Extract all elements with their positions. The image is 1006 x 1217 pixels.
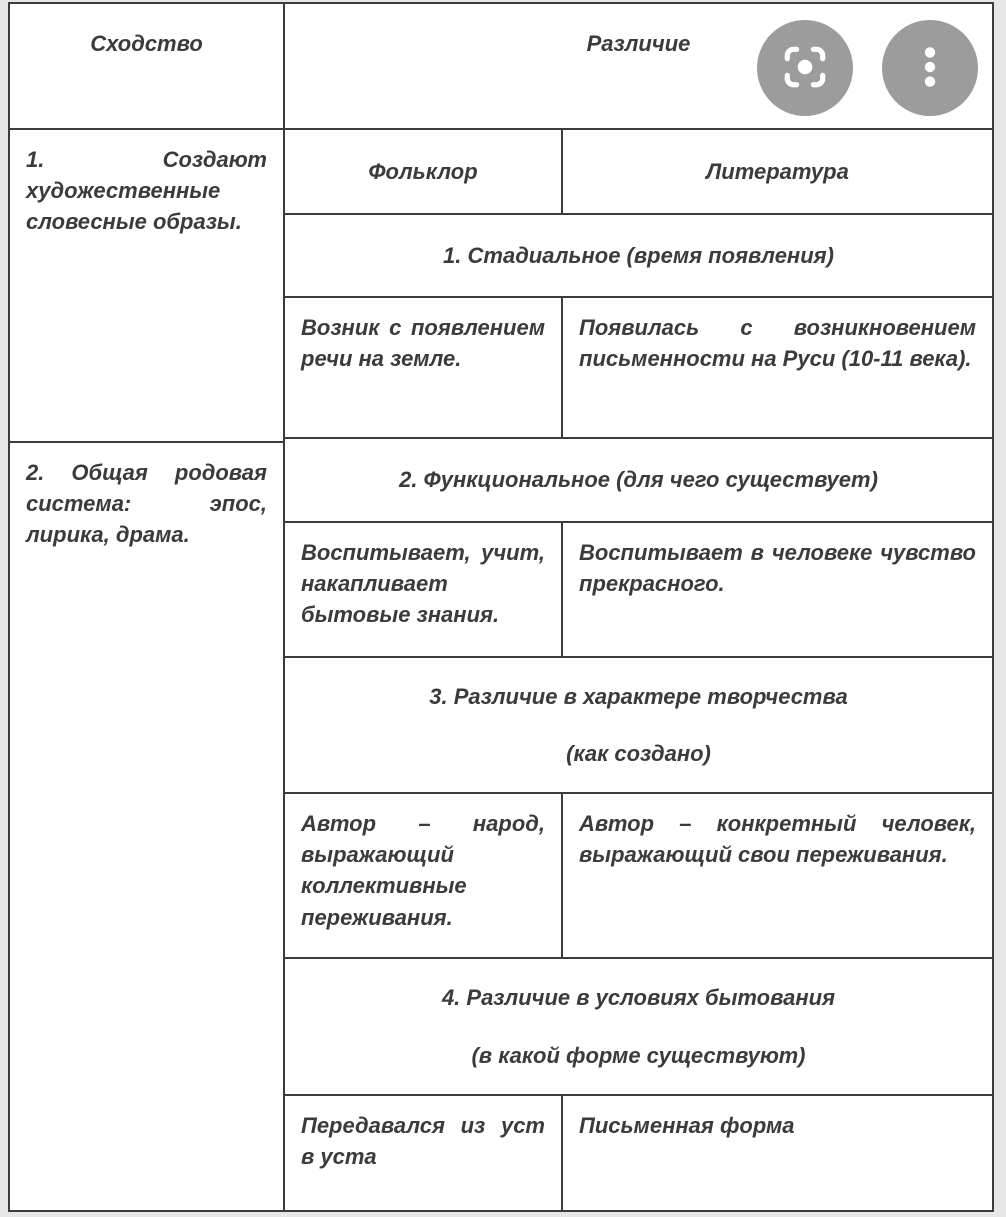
difference-header-cell: Различие xyxy=(586,31,691,56)
section-2-title-row xyxy=(285,439,992,523)
folklore-column-header: Фольклор xyxy=(285,130,563,213)
similarity-item-2: 2. Общая родовая система: эпос, лирика, драма. xyxy=(26,460,267,548)
section-4-title: 4. Различие в условиях бытования xyxy=(441,985,836,1011)
table-body xyxy=(10,130,992,1210)
more-options-button[interactable] xyxy=(882,20,978,116)
section-1-folklore-cell: Возник с появлением речи на земле. xyxy=(285,298,563,437)
similarity-header-cell: Сходство xyxy=(10,4,285,128)
section-3-subtitle: (как создано) xyxy=(566,741,711,766)
section-4-subtitle: (в какой форме существуют) xyxy=(471,1042,806,1068)
literature-column-header: Литература xyxy=(706,158,849,184)
similarity-item-1: 1. Создают художественные словесные образы. xyxy=(10,130,283,443)
section-1-title: 1. Стадиальное (время появления) xyxy=(443,242,834,268)
comparison-table xyxy=(8,2,994,1212)
section-4-literature-cell: Письменная форма xyxy=(579,1113,795,1138)
section-3-folklore-cell: Автор – народ, выражающий коллективные переживания. xyxy=(285,794,563,957)
section-4-title-row xyxy=(285,959,992,1096)
similarity-column xyxy=(10,130,285,1210)
section-2-literature-cell: Воспитывает в человеке чувство прекрасного. xyxy=(579,540,976,597)
section-3-title: 3. Различие в характере творчества xyxy=(429,683,848,709)
section-3-data-row xyxy=(285,794,992,959)
lens-icon xyxy=(780,42,830,95)
section-1-data-row xyxy=(285,298,992,439)
section-2-data-row xyxy=(285,523,992,658)
section-2-folklore-cell: Воспитывает, учит, накапливает бытовые знания. xyxy=(285,523,563,656)
section-1-title-row xyxy=(285,215,992,298)
section-2-title: 2. Функциональное (для чего существует) xyxy=(399,467,878,493)
section-3-literature-cell: Автор – конкретный человек, выражающий свои переживания. xyxy=(579,811,976,868)
section-4-data-row xyxy=(285,1096,992,1210)
section-3-title-row xyxy=(285,658,992,794)
subcolumn-header-row xyxy=(285,130,992,215)
section-1-literature-cell: Появилась с возникновением письменности на Руси (10-11 века). xyxy=(579,315,976,372)
kebab-menu-icon xyxy=(905,42,955,95)
section-4-folklore-cell: Передавался из уст в уста xyxy=(285,1096,563,1210)
lens-search-button[interactable] xyxy=(757,20,853,116)
difference-column xyxy=(285,130,992,1210)
